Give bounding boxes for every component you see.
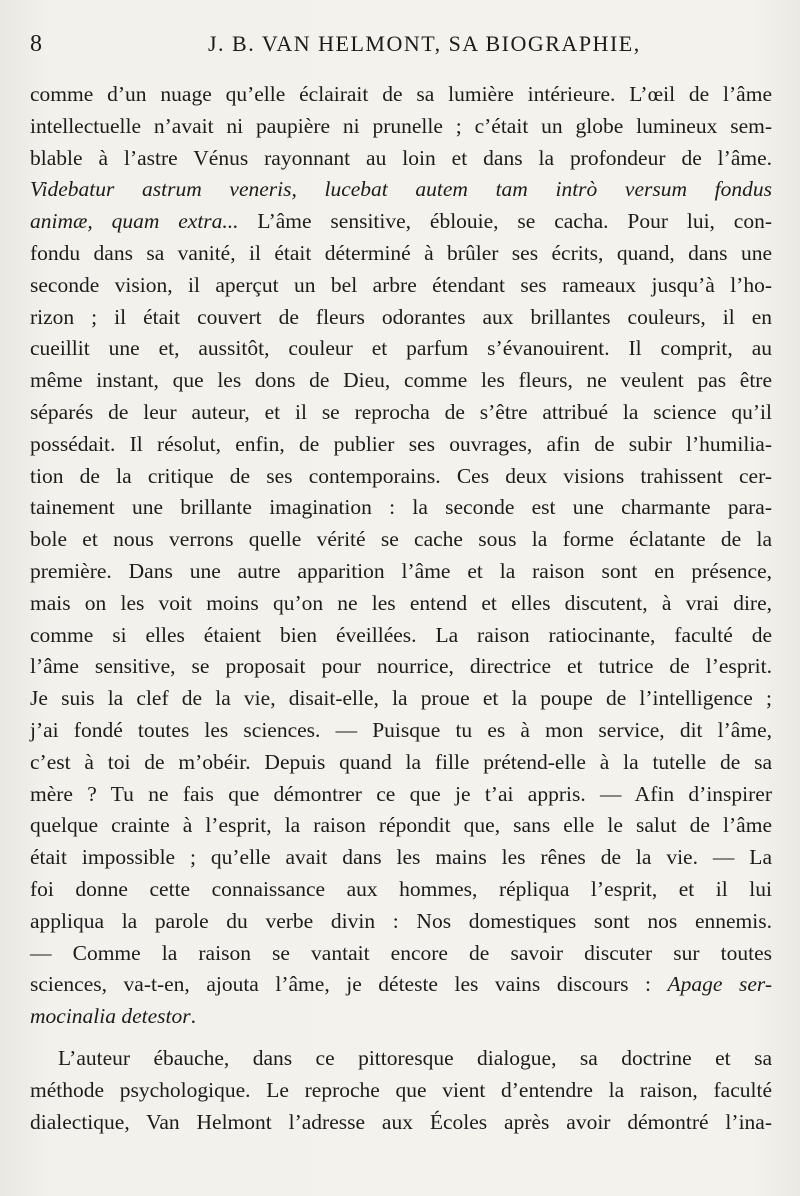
text-run: L’auteur ébauche, dans ce pittoresque dialogue, sa doctrine et sa xyxy=(58,1045,772,1070)
text-line xyxy=(30,906,772,938)
text-line xyxy=(30,588,772,620)
text-run: méthode psychologique. Le reproche que vient d’entendre la raison, faculté xyxy=(30,1077,772,1102)
paragraph xyxy=(30,1043,772,1138)
text-line xyxy=(30,842,772,874)
text-line xyxy=(30,206,772,238)
text-line xyxy=(30,747,772,779)
text-line xyxy=(30,1107,772,1139)
text-line xyxy=(30,302,772,334)
text-line xyxy=(30,238,772,270)
text-line xyxy=(30,683,772,715)
text-line xyxy=(30,620,772,652)
text-line xyxy=(30,779,772,811)
text-line xyxy=(30,492,772,524)
text-line xyxy=(30,715,772,747)
text-line xyxy=(30,365,772,397)
text-run: appliqua la parole du verbe divin : Nos domestiques sont nos ennemis. xyxy=(30,908,772,933)
body-text xyxy=(30,79,772,1138)
text-line xyxy=(30,111,772,143)
text-run: — Comme la raison se vantait encore de savoir discuter sur toutes xyxy=(30,940,772,965)
text-run: bole et nous verrons quelle vérité se cache sous la forme éclatante de la xyxy=(30,527,772,552)
text-run: l’âme sensitive, se proposait pour nourrice, directrice et tutrice de l’esprit. xyxy=(30,654,772,679)
text-run: même instant, que les dons de Dieu, comme les fleurs, ne veulent pas être xyxy=(30,368,772,393)
text-line xyxy=(30,810,772,842)
text-run: sciences, va-t-en, ajouta l’âme, je déteste les vains discours : xyxy=(30,972,668,997)
text-run: . xyxy=(190,1004,197,1029)
italic-text: Apage ser- xyxy=(667,972,772,997)
text-run: cueillit une et, aussitôt, couleur et parfum s’évanouirent. Il comprit, au xyxy=(30,336,772,361)
text-line xyxy=(30,143,772,175)
text-run: tainement une brillante imagination : la seconde est une charmante para- xyxy=(30,495,772,520)
text-line xyxy=(30,874,772,906)
paragraph xyxy=(30,79,772,1033)
text-line xyxy=(30,651,772,683)
text-run: seconde vision, il aperçut un bel arbre étendant ses rameaux jusqu’à l’ho- xyxy=(30,272,772,297)
text-run: Je suis la clef de la vie, disait-elle, la proue et la poupe de l’intelligence ; xyxy=(30,686,772,711)
text-line xyxy=(30,461,772,493)
text-line xyxy=(30,969,772,1001)
text-run: j’ai fondé toutes les sciences. — Puisque tu es à mon service, dit l’âme, xyxy=(30,717,772,742)
text-run: possédait. Il résolut, enfin, de publier ses ouvrages, afin de subir l’humilia- xyxy=(30,431,772,456)
text-run: foi donne cette connaissance aux hommes, répliqua l’esprit, et il lui xyxy=(30,876,772,901)
text-line xyxy=(30,429,772,461)
text-line xyxy=(30,270,772,302)
text-run: mais on les voit moins qu’on ne les entend et elles discutent, à vrai dire, xyxy=(30,590,772,615)
text-run: intellectuelle n’avait ni paupière ni prunelle ; c’était un globe lumineux sem- xyxy=(30,113,772,138)
page-header xyxy=(30,28,770,60)
text-line xyxy=(30,524,772,556)
text-run: L’âme sensitive, éblouie, se cacha. Pour lui, con- xyxy=(238,209,773,234)
text-run: première. Dans une autre apparition l’âme et la raison sont en présence, xyxy=(30,558,772,583)
italic-text: Videbatur astrum veneris, lucebat autem tam intrò versum fondus xyxy=(30,177,772,202)
text-line xyxy=(30,556,772,588)
text-line xyxy=(30,174,772,206)
text-line xyxy=(30,1043,772,1075)
text-run: dialectique, Van Helmont l’adresse aux Écoles après avoir démontré l’ina- xyxy=(30,1109,772,1134)
text-run: mère ? Tu ne fais que démontrer ce que je t’ai appris. — Afin d’inspirer xyxy=(30,781,772,806)
italic-text: mocinalia detestor xyxy=(30,1004,191,1029)
text-run: quelque crainte à l’esprit, la raison répondit que, sans elle le salut de l’âme xyxy=(30,813,772,838)
text-run: séparés de leur auteur, et il se reprocha de s’être attribué la science qu’il xyxy=(30,399,772,424)
text-line xyxy=(30,333,772,365)
text-run: tion de la critique de ses contemporains. Ces deux visions trahissent cer- xyxy=(30,463,772,488)
italic-text: animæ, quam extra... xyxy=(30,209,239,234)
text-run: fondu dans sa vanité, il était déterminé à brûler ses écrits, quand, dans une xyxy=(30,240,772,265)
page-number: 8 xyxy=(30,31,42,57)
text-run: comme si elles étaient bien éveillées. La raison ratiocinante, faculté de xyxy=(30,622,772,647)
text-run: rizon ; il était couvert de fleurs odorantes aux brillantes couleurs, il en xyxy=(30,304,772,329)
running-title: J. B. VAN HELMONT, SA BIOGRAPHIE, xyxy=(208,31,641,56)
text-run: était impossible ; qu’elle avait dans les mains les rênes de la vie. — La xyxy=(30,845,772,870)
text-line xyxy=(30,938,772,970)
text-run: comme d’un nuage qu’elle éclairait de sa lumière intérieure. L’œil de l’âme xyxy=(30,82,772,106)
text-run: c’est à toi de m’obéir. Depuis quand la fille prétend-elle à la tutelle de sa xyxy=(30,749,772,774)
text-run: blable à l’astre Vénus rayonnant au loin et dans la profondeur de l’âme. xyxy=(30,145,772,170)
text-line xyxy=(30,1001,772,1033)
text-line xyxy=(30,79,772,111)
text-line xyxy=(30,397,772,429)
text-line xyxy=(30,1075,772,1107)
